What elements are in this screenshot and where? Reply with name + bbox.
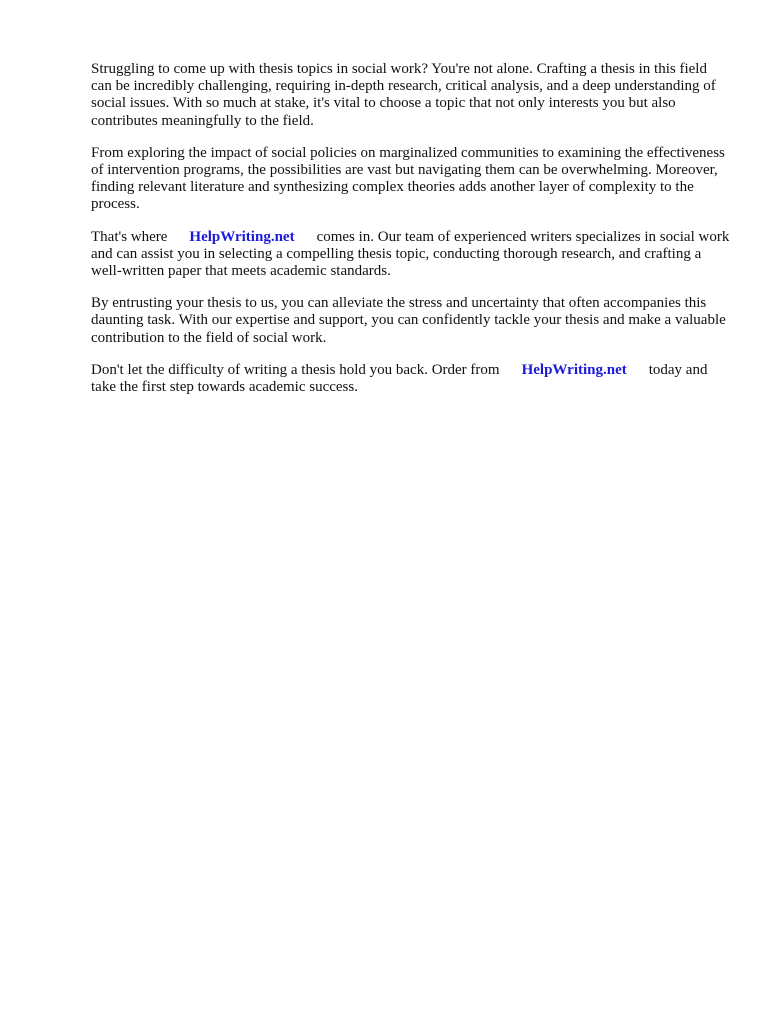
paragraph-service-rest: comes in. Our team of experienced writers specializes in social work and can assist you in selecting a compelling thesis topic, conducting thorough research, and crafting a well-written paper that meets academic standards. [91,228,730,280]
paragraph-intro: Struggling to come up with thesis topics in social work? You're not alone. Crafting a thesis in this field can be incredibly challenging, requiring in-depth research, critical analysis, and a deep understanding of social issues. With so much at stake, it's vital to choose a topic that not only interests you but also contributes meaningfully to the field. [91,61,716,129]
document-body [91,61,731,411]
helpwriting-order-link[interactable]: HelpWriting.net [521,361,627,378]
paragraph-service [91,229,731,281]
paragraph-cta-rest: today and take the first step towards academic success. [91,361,708,396]
paragraph-cta-lead: Don't let the difficulty of writing a thesis hold you back. Order from [91,361,500,378]
paragraph-challenges: From exploring the impact of social policies on marginalized communities to examining the effectiveness of intervention programs, the possibilities are vast but navigating them can be overwhelming. Moreover, finding relevant literature and synthesizing complex theories adds another layer of complexity to the process. [91,144,725,213]
helpwriting-link[interactable]: HelpWriting.net [189,228,295,245]
paragraph-entrust: By entrusting your thesis to us, you can alleviate the stress and uncertainty that often accompanies this daunting task. With our expertise and support, you can confidently tackle your thesis and make a valuable contribution to the field of social work. [91,295,726,346]
paragraph-cta [91,362,731,396]
paragraph-service-lead: That's where [91,228,168,245]
